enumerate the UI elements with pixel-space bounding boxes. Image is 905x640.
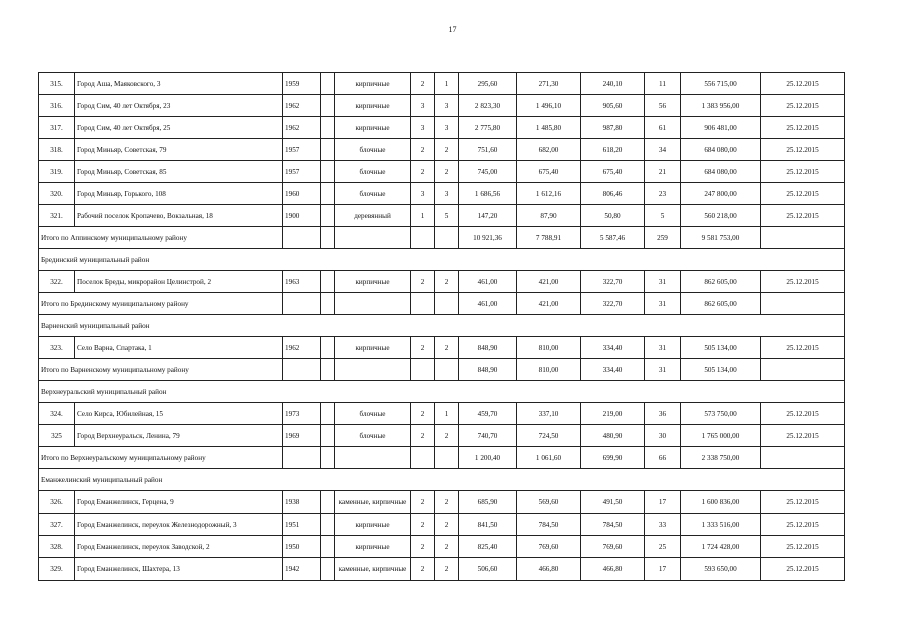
cost-cell: 247 800,00	[681, 183, 761, 205]
table-row	[39, 95, 845, 117]
total-cost-cell: 9 581 753,00	[681, 227, 761, 249]
year-cell: 1962	[283, 337, 321, 359]
floors-cell: 2	[411, 271, 435, 293]
row-number-cell: 325	[39, 425, 75, 447]
material-cell: деревянный	[335, 205, 411, 227]
blank-cell	[411, 227, 435, 249]
blank-cell	[321, 536, 335, 558]
blank-cell	[435, 293, 459, 315]
material-cell: кирпичные	[335, 95, 411, 117]
residents-cell: 5	[645, 205, 681, 227]
entrances-cell: 5	[435, 205, 459, 227]
district-header-row	[39, 249, 845, 271]
entrances-cell: 2	[435, 161, 459, 183]
area-emergency-cell: 219,00	[581, 403, 645, 425]
floors-cell: 2	[411, 558, 435, 581]
area-emergency-cell: 50,80	[581, 205, 645, 227]
blank-cell	[321, 205, 335, 227]
entrances-cell: 2	[435, 271, 459, 293]
area-emergency-cell: 784,50	[581, 514, 645, 536]
blank-cell	[321, 73, 335, 95]
blank-cell	[321, 117, 335, 139]
area-living-cell: 1 496,10	[517, 95, 581, 117]
table-row	[39, 337, 845, 359]
total-cost-cell: 505 134,00	[681, 359, 761, 381]
cost-cell: 560 218,00	[681, 205, 761, 227]
blank-cell	[321, 447, 335, 469]
year-cell: 1942	[283, 558, 321, 581]
floors-cell: 2	[411, 161, 435, 183]
blank-cell	[321, 491, 335, 514]
address-cell: Город Еманжелинск, переулок Заводской, 2	[75, 536, 283, 558]
row-number-cell: 327.	[39, 514, 75, 536]
residents-cell: 17	[645, 558, 681, 581]
residents-cell: 23	[645, 183, 681, 205]
date-cell: 25.12.2015	[761, 536, 845, 558]
date-cell: 25.12.2015	[761, 161, 845, 183]
area-living-cell: 87,90	[517, 205, 581, 227]
entrances-cell: 2	[435, 536, 459, 558]
blank-cell	[335, 293, 411, 315]
area-living-cell: 675,40	[517, 161, 581, 183]
year-cell: 1938	[283, 491, 321, 514]
floors-cell: 2	[411, 425, 435, 447]
cost-cell: 556 715,00	[681, 73, 761, 95]
row-number-cell: 316.	[39, 95, 75, 117]
material-cell: каменные, кирпичные	[335, 558, 411, 581]
table-row	[39, 536, 845, 558]
cost-cell: 1 724 428,00	[681, 536, 761, 558]
area-living-cell: 784,50	[517, 514, 581, 536]
blank-cell	[411, 359, 435, 381]
address-cell: Рабочий поселок Кропачево, Вокзальная, 18	[75, 205, 283, 227]
total-area-cell: 1 200,40	[459, 447, 517, 469]
blank-cell	[761, 227, 845, 249]
table-row	[39, 558, 845, 581]
address-cell: Город Сим, 40 лет Октября, 25	[75, 117, 283, 139]
year-cell: 1963	[283, 271, 321, 293]
blank-cell	[321, 337, 335, 359]
table-row	[39, 73, 845, 95]
area-total-cell: 2 775,80	[459, 117, 517, 139]
address-cell: Село Кирса, Юбилейная, 15	[75, 403, 283, 425]
area-total-cell: 459,70	[459, 403, 517, 425]
total-area-cell: 848,90	[459, 359, 517, 381]
area-living-cell: 1 485,80	[517, 117, 581, 139]
address-cell: Город Сим, 40 лет Октября, 23	[75, 95, 283, 117]
row-number-cell: 315.	[39, 73, 75, 95]
row-number-cell: 318.	[39, 139, 75, 161]
floors-cell: 2	[411, 536, 435, 558]
residents-cell: 31	[645, 337, 681, 359]
year-cell: 1962	[283, 117, 321, 139]
year-cell: 1960	[283, 183, 321, 205]
address-cell: Село Варна, Спартака, 1	[75, 337, 283, 359]
area-total-cell: 745,00	[459, 161, 517, 183]
year-cell: 1951	[283, 514, 321, 536]
area-total-cell: 848,90	[459, 337, 517, 359]
address-cell: Город Аша, Маяковского, 3	[75, 73, 283, 95]
entrances-cell: 2	[435, 491, 459, 514]
page-number: 17	[448, 25, 457, 34]
table-row	[39, 491, 845, 514]
entrances-cell: 3	[435, 183, 459, 205]
blank-cell	[321, 359, 335, 381]
material-cell: кирпичные	[335, 536, 411, 558]
material-cell: кирпичные	[335, 117, 411, 139]
total-area-cell: 10 921,36	[459, 227, 517, 249]
material-cell: блочные	[335, 139, 411, 161]
residents-cell: 56	[645, 95, 681, 117]
residents-cell: 33	[645, 514, 681, 536]
table-row	[39, 271, 845, 293]
cost-cell: 1 765 000,00	[681, 425, 761, 447]
area-living-cell: 466,80	[517, 558, 581, 581]
floors-cell: 3	[411, 183, 435, 205]
area-total-cell: 751,60	[459, 139, 517, 161]
address-cell: Город Верхнеуральск, Ленина, 79	[75, 425, 283, 447]
entrances-cell: 2	[435, 558, 459, 581]
cost-cell: 862 605,00	[681, 271, 761, 293]
entrances-cell: 1	[435, 73, 459, 95]
area-living-cell: 682,00	[517, 139, 581, 161]
floors-cell: 2	[411, 73, 435, 95]
area-total-cell: 740,70	[459, 425, 517, 447]
residents-cell: 17	[645, 491, 681, 514]
district-total-row	[39, 359, 845, 381]
date-cell: 25.12.2015	[761, 183, 845, 205]
cost-cell: 1 333 516,00	[681, 514, 761, 536]
area-emergency-cell: 618,20	[581, 139, 645, 161]
table-row	[39, 205, 845, 227]
district-total-label: Итого по Варненскому муниципальному району	[39, 359, 283, 381]
total-area-emergency-cell: 322,70	[581, 293, 645, 315]
area-total-cell: 461,00	[459, 271, 517, 293]
date-cell: 25.12.2015	[761, 558, 845, 581]
area-emergency-cell: 987,80	[581, 117, 645, 139]
row-number-cell: 322.	[39, 271, 75, 293]
district-header-label: Варненский муниципальный район	[39, 315, 845, 337]
material-cell: блочные	[335, 425, 411, 447]
total-area-living-cell: 421,00	[517, 293, 581, 315]
year-cell: 1957	[283, 139, 321, 161]
table-row	[39, 425, 845, 447]
residents-cell: 11	[645, 73, 681, 95]
blank-cell	[321, 139, 335, 161]
cost-cell: 573 750,00	[681, 403, 761, 425]
blank-cell	[283, 293, 321, 315]
district-total-label: Итого по Брединскому муниципальному району	[39, 293, 283, 315]
area-emergency-cell: 480,90	[581, 425, 645, 447]
area-emergency-cell: 322,70	[581, 271, 645, 293]
area-total-cell: 825,40	[459, 536, 517, 558]
total-area-living-cell: 7 788,91	[517, 227, 581, 249]
blank-cell	[435, 227, 459, 249]
row-number-cell: 328.	[39, 536, 75, 558]
blank-cell	[321, 403, 335, 425]
row-number-cell: 329.	[39, 558, 75, 581]
blank-cell	[435, 447, 459, 469]
cost-cell: 684 080,00	[681, 161, 761, 183]
entrances-cell: 2	[435, 514, 459, 536]
blank-cell	[283, 447, 321, 469]
floors-cell: 1	[411, 205, 435, 227]
entrances-cell: 2	[435, 425, 459, 447]
area-emergency-cell: 905,60	[581, 95, 645, 117]
blank-cell	[321, 514, 335, 536]
residents-cell: 21	[645, 161, 681, 183]
table-row	[39, 139, 845, 161]
floors-cell: 3	[411, 95, 435, 117]
area-total-cell: 685,90	[459, 491, 517, 514]
district-header-label: Верхнеуральский муниципальный район	[39, 381, 845, 403]
year-cell: 1957	[283, 161, 321, 183]
table-row	[39, 514, 845, 536]
cost-cell: 1 383 956,00	[681, 95, 761, 117]
residents-cell: 30	[645, 425, 681, 447]
blank-cell	[761, 293, 845, 315]
row-number-cell: 319.	[39, 161, 75, 183]
district-header-label: Брединский муниципальный район	[39, 249, 845, 271]
blank-cell	[283, 227, 321, 249]
district-header-row	[39, 315, 845, 337]
cost-cell: 1 600 836,00	[681, 491, 761, 514]
blank-cell	[435, 359, 459, 381]
residents-cell: 34	[645, 139, 681, 161]
address-cell: Город Еманжелинск, Герцена, 9	[75, 491, 283, 514]
blank-cell	[335, 447, 411, 469]
blank-cell	[321, 161, 335, 183]
year-cell: 1950	[283, 536, 321, 558]
residents-cell: 61	[645, 117, 681, 139]
area-emergency-cell: 675,40	[581, 161, 645, 183]
area-emergency-cell: 334,40	[581, 337, 645, 359]
material-cell: кирпичные	[335, 271, 411, 293]
area-emergency-cell: 491,50	[581, 491, 645, 514]
cost-cell: 684 080,00	[681, 139, 761, 161]
housing-registry-table	[38, 72, 845, 581]
area-total-cell: 295,60	[459, 73, 517, 95]
district-total-row	[39, 293, 845, 315]
row-number-cell: 321.	[39, 205, 75, 227]
row-number-cell: 323.	[39, 337, 75, 359]
district-header-row	[39, 469, 845, 491]
total-area-emergency-cell: 699,90	[581, 447, 645, 469]
total-area-living-cell: 1 061,60	[517, 447, 581, 469]
floors-cell: 2	[411, 337, 435, 359]
area-total-cell: 1 686,56	[459, 183, 517, 205]
district-total-label: Итого по Аппинскому муниципальному району	[39, 227, 283, 249]
date-cell: 25.12.2015	[761, 271, 845, 293]
area-living-cell: 421,00	[517, 271, 581, 293]
blank-cell	[321, 227, 335, 249]
blank-cell	[321, 293, 335, 315]
cost-cell: 505 134,00	[681, 337, 761, 359]
area-total-cell: 506,60	[459, 558, 517, 581]
table-row	[39, 403, 845, 425]
date-cell: 25.12.2015	[761, 425, 845, 447]
year-cell: 1969	[283, 425, 321, 447]
year-cell: 1900	[283, 205, 321, 227]
address-cell: Город Миньяр, Советская, 85	[75, 161, 283, 183]
date-cell: 25.12.2015	[761, 73, 845, 95]
area-emergency-cell: 240,10	[581, 73, 645, 95]
table-row	[39, 183, 845, 205]
area-total-cell: 2 823,30	[459, 95, 517, 117]
area-emergency-cell: 769,60	[581, 536, 645, 558]
area-living-cell: 337,10	[517, 403, 581, 425]
date-cell: 25.12.2015	[761, 117, 845, 139]
blank-cell	[283, 359, 321, 381]
date-cell: 25.12.2015	[761, 139, 845, 161]
blank-cell	[321, 95, 335, 117]
table-row	[39, 117, 845, 139]
material-cell: кирпичные	[335, 73, 411, 95]
material-cell: кирпичные	[335, 514, 411, 536]
year-cell: 1962	[283, 95, 321, 117]
district-total-label: Итого по Верхнеуральскому муниципальному району	[39, 447, 283, 469]
blank-cell	[321, 558, 335, 581]
total-residents-cell: 31	[645, 359, 681, 381]
area-total-cell: 841,50	[459, 514, 517, 536]
district-header-row	[39, 381, 845, 403]
address-cell: Город Еманжелинск, переулок Железнодорожный, 3	[75, 514, 283, 536]
cost-cell: 593 650,00	[681, 558, 761, 581]
date-cell: 25.12.2015	[761, 403, 845, 425]
entrances-cell: 1	[435, 403, 459, 425]
date-cell: 25.12.2015	[761, 337, 845, 359]
entrances-cell: 2	[435, 139, 459, 161]
area-emergency-cell: 806,46	[581, 183, 645, 205]
floors-cell: 2	[411, 491, 435, 514]
entrances-cell: 3	[435, 117, 459, 139]
row-number-cell: 326.	[39, 491, 75, 514]
total-area-living-cell: 810,00	[517, 359, 581, 381]
table-row	[39, 161, 845, 183]
area-living-cell: 271,30	[517, 73, 581, 95]
row-number-cell: 317.	[39, 117, 75, 139]
area-living-cell: 569,60	[517, 491, 581, 514]
material-cell: блочные	[335, 161, 411, 183]
material-cell: блочные	[335, 403, 411, 425]
district-total-row	[39, 227, 845, 249]
date-cell: 25.12.2015	[761, 514, 845, 536]
blank-cell	[335, 227, 411, 249]
total-area-emergency-cell: 334,40	[581, 359, 645, 381]
area-living-cell: 1 612,16	[517, 183, 581, 205]
blank-cell	[411, 293, 435, 315]
district-header-label: Еманжелинский муниципальный район	[39, 469, 845, 491]
area-living-cell: 810,00	[517, 337, 581, 359]
area-emergency-cell: 466,80	[581, 558, 645, 581]
total-area-emergency-cell: 5 587,46	[581, 227, 645, 249]
residents-cell: 25	[645, 536, 681, 558]
residents-cell: 36	[645, 403, 681, 425]
area-total-cell: 147,20	[459, 205, 517, 227]
date-cell: 25.12.2015	[761, 205, 845, 227]
district-total-row	[39, 447, 845, 469]
entrances-cell: 3	[435, 95, 459, 117]
row-number-cell: 320.	[39, 183, 75, 205]
total-residents-cell: 66	[645, 447, 681, 469]
blank-cell	[321, 183, 335, 205]
year-cell: 1959	[283, 73, 321, 95]
total-residents-cell: 259	[645, 227, 681, 249]
blank-cell	[321, 271, 335, 293]
cost-cell: 906 481,00	[681, 117, 761, 139]
area-living-cell: 769,60	[517, 536, 581, 558]
address-cell: Город Миньяр, Советская, 79	[75, 139, 283, 161]
material-cell: блочные	[335, 183, 411, 205]
total-cost-cell: 2 338 750,00	[681, 447, 761, 469]
date-cell: 25.12.2015	[761, 491, 845, 514]
area-living-cell: 724,50	[517, 425, 581, 447]
blank-cell	[761, 447, 845, 469]
blank-cell	[321, 425, 335, 447]
floors-cell: 2	[411, 139, 435, 161]
address-cell: Город Еманжелинск, Шахтера, 13	[75, 558, 283, 581]
total-cost-cell: 862 605,00	[681, 293, 761, 315]
total-residents-cell: 31	[645, 293, 681, 315]
material-cell: кирпичные	[335, 337, 411, 359]
year-cell: 1973	[283, 403, 321, 425]
floors-cell: 2	[411, 514, 435, 536]
material-cell: каменные, кирпичные	[335, 491, 411, 514]
total-area-cell: 461,00	[459, 293, 517, 315]
address-cell: Поселок Бреды, микрорайон Целинстрой, 2	[75, 271, 283, 293]
entrances-cell: 2	[435, 337, 459, 359]
blank-cell	[411, 447, 435, 469]
address-cell: Город Миньяр, Горького, 108	[75, 183, 283, 205]
date-cell: 25.12.2015	[761, 95, 845, 117]
blank-cell	[761, 359, 845, 381]
floors-cell: 2	[411, 403, 435, 425]
blank-cell	[335, 359, 411, 381]
residents-cell: 31	[645, 271, 681, 293]
floors-cell: 3	[411, 117, 435, 139]
row-number-cell: 324.	[39, 403, 75, 425]
